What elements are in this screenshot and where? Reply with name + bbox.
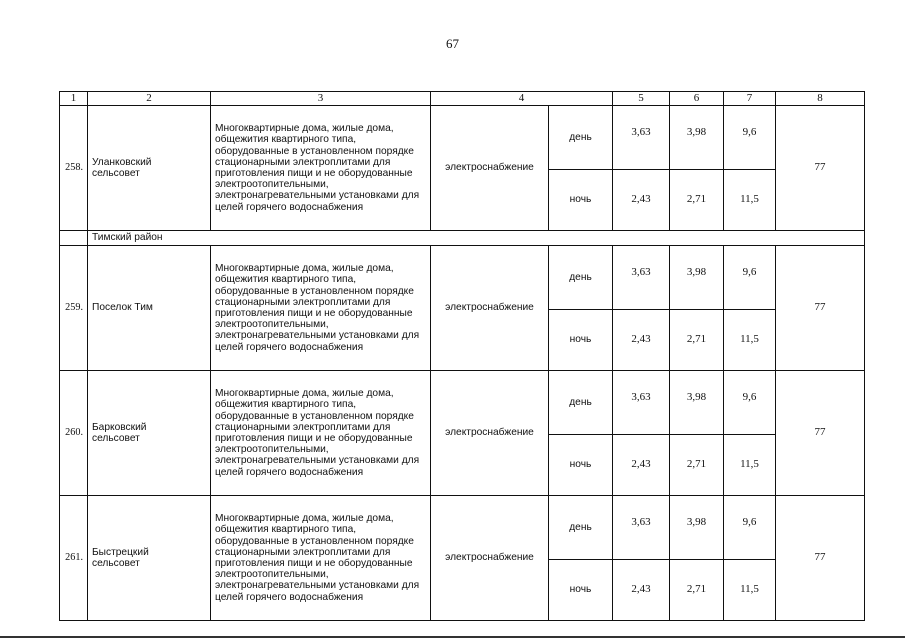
night-col5: 2,43 [613, 435, 670, 496]
district-row [60, 231, 865, 246]
col-header-8: 8 [776, 92, 865, 106]
col-header-7: 7 [724, 92, 776, 106]
day-col6 [670, 246, 724, 310]
col-header-2: 2 [88, 92, 211, 106]
scan-edge-line [0, 636, 905, 638]
day-col5 [613, 106, 670, 170]
day-col7-value: 9,6 [742, 125, 757, 138]
col-header-6: 6 [670, 92, 724, 106]
header-row [60, 92, 865, 106]
day-col6 [670, 106, 724, 170]
day-col5-value: 3,63 [631, 265, 651, 278]
row-number: 258. [60, 106, 88, 231]
municipality-name [88, 106, 211, 231]
consumer-description: Многоквартирные дома, жилые дома, общежития квартирного типа, оборудованные в установленном порядке стационарными электроплитами для приготовления пищи и не оборудованные электроотопительными, электронагревательными установками для целей горячего водоснабжения [211, 246, 431, 371]
municipality-name-line: Поселок Тим [92, 302, 153, 314]
day-col7 [724, 246, 776, 310]
table-row [60, 496, 865, 560]
service-kind: электроснабжение [431, 246, 549, 371]
day-col7-value: 9,6 [742, 390, 757, 403]
municipality-name-line: Барковский [92, 421, 147, 433]
day-col5 [613, 371, 670, 435]
page-number: 67 [446, 36, 459, 51]
day-col5 [613, 496, 670, 560]
municipality-name-line: Уланковский [92, 156, 152, 168]
day-col5-value: 3,63 [631, 390, 651, 403]
col-header-1: 1 [60, 92, 88, 106]
row-number: 259. [60, 246, 88, 371]
district-name: Тимский район [88, 231, 865, 246]
col-header-4: 4 [431, 92, 613, 106]
period-night-label: ночь [549, 170, 613, 231]
row-number: 261. [60, 496, 88, 621]
day-col7-value: 9,6 [742, 265, 757, 278]
night-col5: 2,43 [613, 170, 670, 231]
night-col7: 11,5 [724, 170, 776, 231]
row-number: 260. [60, 371, 88, 496]
period-day-label: день [549, 496, 613, 560]
municipality-name-line: Быстрецкий [92, 546, 149, 558]
night-col6: 2,71 [670, 435, 724, 496]
municipality-name-line: сельсовет [92, 168, 140, 179]
service-kind: электроснабжение [431, 496, 549, 621]
day-col6-value: 3,98 [686, 125, 707, 138]
day-col7 [724, 106, 776, 170]
day-col6 [670, 371, 724, 435]
consumer-description: Многоквартирные дома, жилые дома, общежития квартирного типа, оборудованные в установленном порядке стационарными электроплитами для приготовления пищи и не оборудованные электроотопительными, электронагревательными установками для целей горячего водоснабжения [211, 106, 431, 231]
municipality-name-line: сельсовет [92, 433, 140, 444]
municipality-name-line: сельсовет [92, 558, 140, 569]
table-row [60, 371, 865, 435]
district-empty-cell [60, 231, 88, 246]
period-day-label: день [549, 246, 613, 310]
day-col6 [670, 496, 724, 560]
period-day-label: день [549, 371, 613, 435]
col-header-3: 3 [211, 92, 431, 106]
day-col5 [613, 246, 670, 310]
consumer-description: Многоквартирные дома, жилые дома, общежития квартирного типа, оборудованные в установленном порядке стационарными электроплитами для приготовления пищи и не оборудованные электроотопительными, электронагревательными установками для целей горячего водоснабжения [211, 496, 431, 621]
col-header-5: 5 [613, 92, 670, 106]
consumer-description: Многоквартирные дома, жилые дома, общежития квартирного типа, оборудованные в установленном порядке стационарными электроплитами для приготовления пищи и не оборудованные электроотопительными, электронагревательными установками для целей горячего водоснабжения [211, 371, 431, 496]
municipality-name [88, 496, 211, 621]
day-col6-value: 3,98 [686, 390, 707, 403]
period-night-label: ночь [549, 560, 613, 621]
period-day-label: день [549, 106, 613, 170]
table-row [60, 106, 865, 170]
day-col5-value: 3,63 [631, 125, 651, 138]
col8-value: 77 [776, 371, 865, 496]
col8-value: 77 [776, 496, 865, 621]
night-col7: 11,5 [724, 560, 776, 621]
municipality-name [88, 246, 211, 371]
municipality-name [88, 371, 211, 496]
day-col7-value: 9,6 [742, 515, 757, 528]
day-col5-value: 3,63 [631, 515, 651, 528]
col8-value: 77 [776, 106, 865, 231]
service-kind: электроснабжение [431, 371, 549, 496]
night-col5: 2,43 [613, 310, 670, 371]
table-row [60, 246, 865, 310]
day-col7 [724, 371, 776, 435]
night-col6: 2,71 [670, 560, 724, 621]
night-col5: 2,43 [613, 560, 670, 621]
tariff-table [59, 91, 865, 621]
service-kind: электроснабжение [431, 106, 549, 231]
day-col7 [724, 496, 776, 560]
night-col6: 2,71 [670, 310, 724, 371]
night-col7: 11,5 [724, 435, 776, 496]
night-col7: 11,5 [724, 310, 776, 371]
period-night-label: ночь [549, 435, 613, 496]
night-col6: 2,71 [670, 170, 724, 231]
col8-value: 77 [776, 246, 865, 371]
day-col6-value: 3,98 [686, 515, 707, 528]
day-col6-value: 3,98 [686, 265, 707, 278]
period-night-label: ночь [549, 310, 613, 371]
